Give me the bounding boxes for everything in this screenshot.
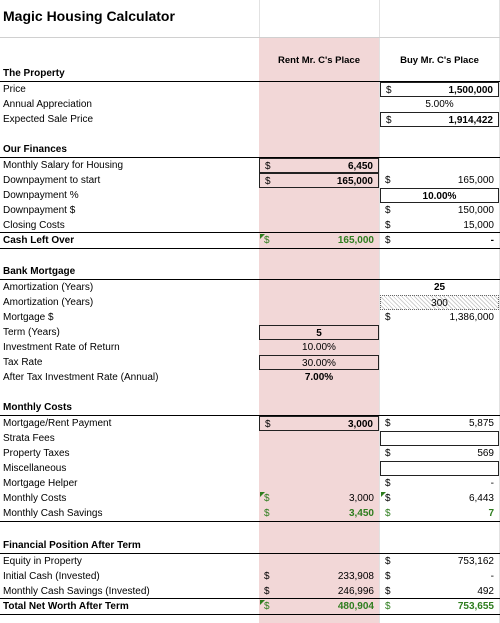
row-tax-rate: Tax Rate 30.00% bbox=[0, 355, 500, 370]
row-cash-left: Cash Left Over $ 165,000 $ - bbox=[0, 233, 500, 248]
msavings-rent-cell[interactable]: $ 246,996 bbox=[264, 586, 374, 597]
grid-line bbox=[0, 37, 500, 38]
row-equity: Equity in Property $ 753,162 bbox=[0, 554, 500, 569]
row-downpayment-amt: Downpayment $ $ 150,000 bbox=[0, 203, 500, 218]
salary-rent-cell[interactable]: $ 6,450 bbox=[259, 158, 379, 173]
row-amortization-1: Amortization (Years) 25 bbox=[0, 280, 500, 295]
down-pct-buy-cell[interactable]: 10.00% bbox=[380, 188, 499, 203]
roi-rent-cell[interactable]: 10.00% bbox=[302, 342, 336, 353]
row-downpayment-pct: Downpayment % 10.00% bbox=[0, 188, 500, 203]
down-start-buy-cell[interactable]: $ 165,000 bbox=[385, 175, 494, 186]
down-amt-buy-cell[interactable]: $ 150,000 bbox=[385, 205, 494, 216]
payment-rent-cell[interactable]: $ 3,000 bbox=[259, 416, 379, 431]
row-strata: Strata Fees bbox=[0, 431, 500, 446]
section-heading: Monthly Costs bbox=[3, 402, 72, 413]
misc-buy-cell[interactable] bbox=[380, 461, 499, 476]
row-appreciation: Annual Appreciation 5.00% bbox=[0, 97, 500, 112]
down-start-rent-cell[interactable]: $ 165,000 bbox=[259, 173, 379, 188]
row-initial-cash: Initial Cash (Invested) $ 233,908 $ - bbox=[0, 569, 500, 584]
row-after-tax: After Tax Investment Rate (Annual) 7.00% bbox=[0, 370, 500, 385]
tax-rent-cell[interactable]: 30.00% bbox=[259, 355, 379, 370]
row-payment: Mortgage/Rent Payment $ 3,000 $ 5,875 bbox=[0, 416, 500, 431]
amort2-buy-cell[interactable]: 300 bbox=[380, 295, 499, 310]
payment-buy-cell[interactable]: $ 5,875 bbox=[385, 418, 494, 429]
initial-rent-cell[interactable]: $ 233,908 bbox=[264, 571, 374, 582]
equity-buy-cell[interactable]: $ 753,162 bbox=[385, 556, 494, 567]
row-net-worth: Total Net Worth After Term $ 480,904 $ 753,655 bbox=[0, 599, 500, 614]
strata-buy-cell[interactable] bbox=[380, 431, 499, 446]
term-rent-cell[interactable]: 5 bbox=[259, 325, 379, 340]
ptax-buy-cell[interactable]: $ 569 bbox=[385, 448, 494, 459]
row-monthly-costs: Monthly Costs $ 3,000 $ 6,443 bbox=[0, 491, 500, 506]
row-downpayment-start: Downpayment to start $ 165,000 $ 165,000 bbox=[0, 173, 500, 188]
savings-rent-cell[interactable]: $ 3,450 bbox=[264, 508, 374, 519]
initial-buy-cell[interactable]: $ - bbox=[385, 571, 494, 582]
row-helper: Mortgage Helper $ - bbox=[0, 476, 500, 491]
costs-rent-cell[interactable]: $ 3,000 bbox=[259, 491, 379, 506]
closing-buy-cell[interactable]: $ 15,000 bbox=[385, 220, 494, 231]
networth-buy-cell[interactable]: $ 753,655 bbox=[385, 601, 494, 612]
row-mortgage: Mortgage $ $ 1,386,000 bbox=[0, 310, 500, 325]
section-heading: Bank Mortgage bbox=[3, 266, 76, 277]
buy-column-header: Buy Mr. C's Place bbox=[400, 55, 479, 66]
mortgage-buy-cell[interactable]: $ 1,386,000 bbox=[385, 312, 494, 323]
msavings-buy-cell[interactable]: $ 492 bbox=[385, 586, 494, 597]
savings-buy-cell[interactable]: $ 7 bbox=[385, 508, 494, 519]
cash-left-rent-cell[interactable]: $ 165,000 bbox=[259, 233, 379, 248]
row-misc: Miscellaneous bbox=[0, 461, 500, 476]
amort1-buy-cell[interactable]: 25 bbox=[433, 282, 446, 293]
row-property-taxes: Property Taxes $ 569 bbox=[0, 446, 500, 461]
networth-rent-cell[interactable]: $ 480,904 bbox=[259, 599, 379, 614]
cash-left-buy-cell[interactable]: $ - bbox=[385, 235, 494, 246]
row-roi: Investment Rate of Return 10.00% bbox=[0, 340, 500, 355]
row-salary: Monthly Salary for Housing $ 6,450 bbox=[0, 158, 500, 173]
row-savings-invested: Monthly Cash Savings (Invested) $ 246,996 $ 492 bbox=[0, 584, 500, 599]
section-heading: Financial Position After Term bbox=[3, 540, 141, 551]
row-monthly-savings: Monthly Cash Savings $ 3,450 $ 7 bbox=[0, 506, 500, 521]
price-buy-cell[interactable]: $ 1,500,000 bbox=[380, 82, 499, 97]
costs-buy-cell[interactable]: $ 6,443 bbox=[380, 491, 499, 506]
helper-buy-cell[interactable]: $ - bbox=[385, 478, 494, 489]
page-title: Magic Housing Calculator bbox=[3, 8, 175, 24]
rent-column-header: Rent Mr. C's Place bbox=[278, 55, 360, 66]
row-sale-price: Expected Sale Price $ 1,914,422 bbox=[0, 112, 500, 127]
row-term: Term (Years) 5 bbox=[0, 325, 500, 340]
section-heading: The Property bbox=[3, 68, 65, 79]
row-closing: Closing Costs $ 15,000 bbox=[0, 218, 500, 233]
section-heading: Our Finances bbox=[3, 144, 67, 155]
after-tax-rent-cell[interactable]: 7.00% bbox=[304, 372, 334, 383]
appreciation-buy-cell[interactable]: 5.00% bbox=[425, 99, 454, 110]
row-price: Price $ 1,500,000 bbox=[0, 82, 500, 97]
sale-buy-cell[interactable]: $ 1,914,422 bbox=[380, 112, 499, 127]
row-amortization-2: Amortization (Years) 300 bbox=[0, 295, 500, 310]
